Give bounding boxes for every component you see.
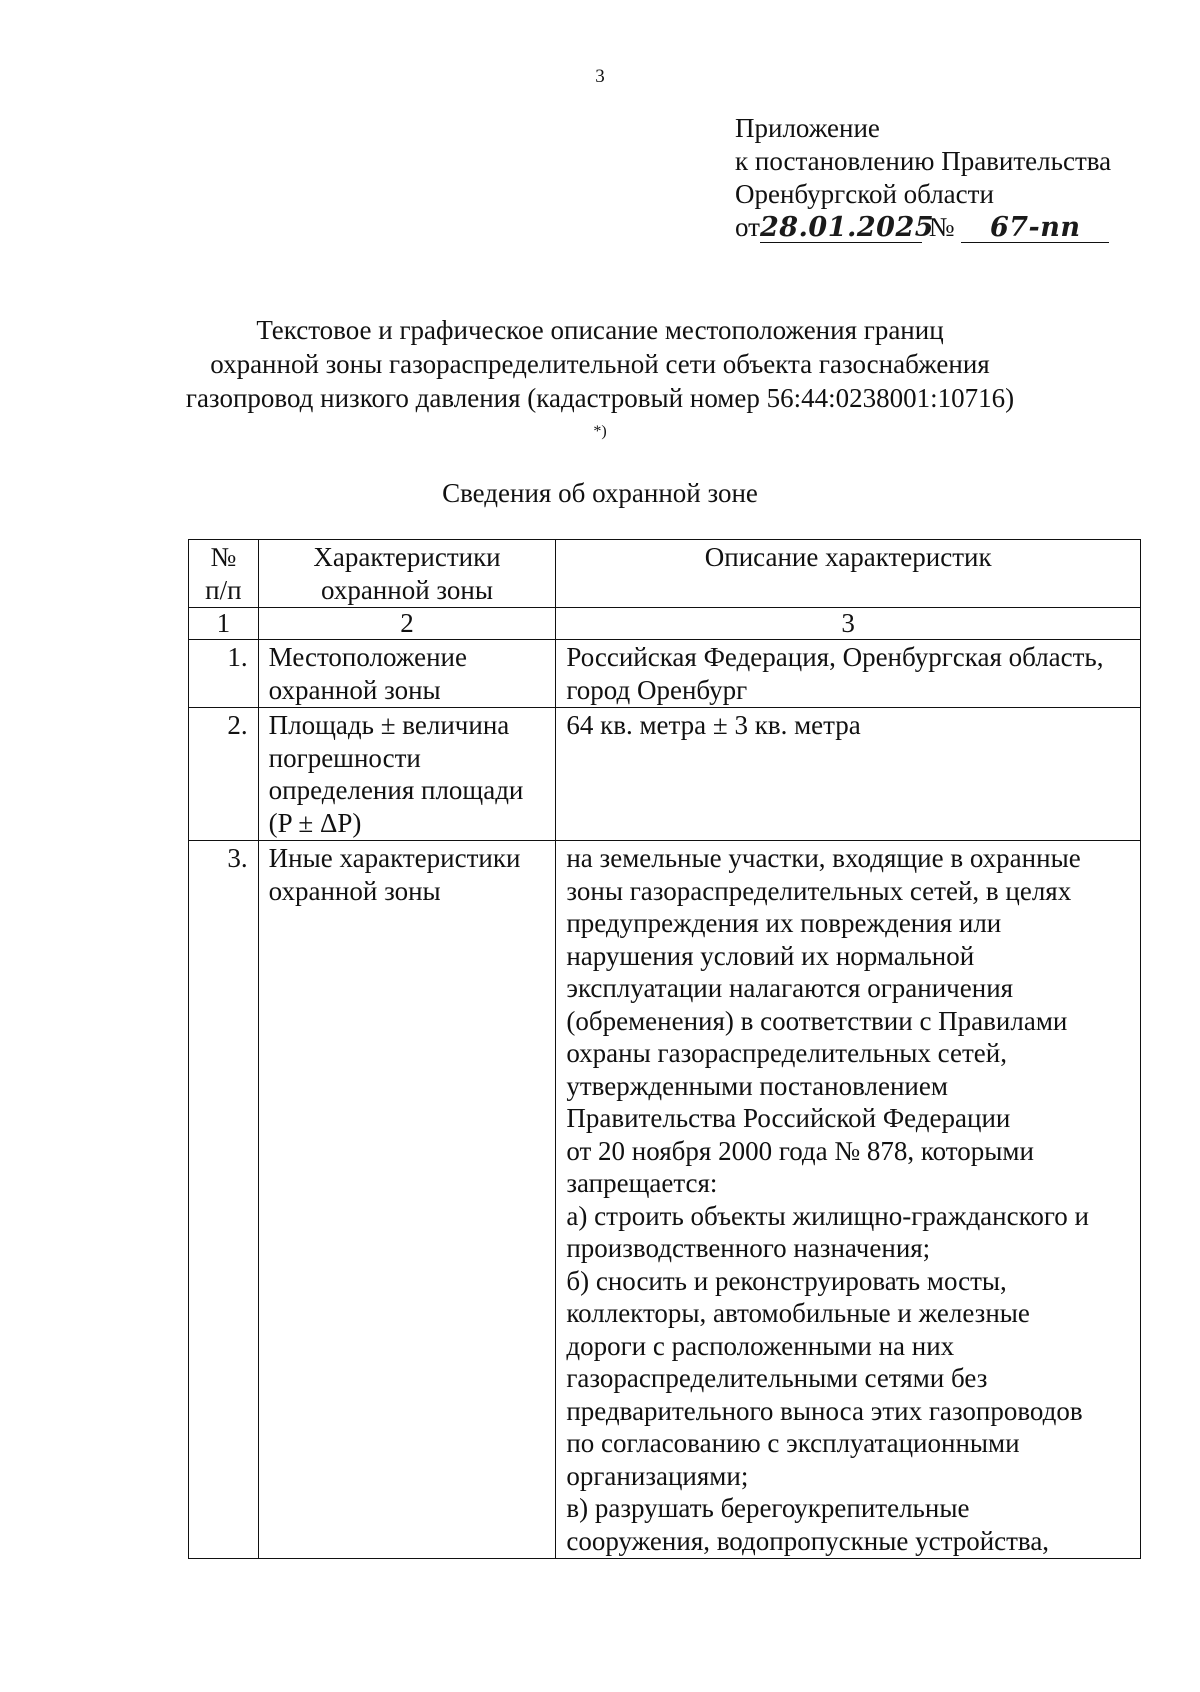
row-description xyxy=(556,841,1141,1559)
document-title xyxy=(0,313,1200,454)
cell-line: зоны газораспределительных сетей, в целях xyxy=(566,875,1072,906)
cell-line: Правительства Российской Федерации xyxy=(566,1103,1011,1133)
title-line-2: охранной зоны газораспределительной сети объекта газоснабжения xyxy=(210,349,990,379)
table-header-row xyxy=(189,540,1141,608)
cell-line: производственного назначения; xyxy=(566,1233,931,1263)
header-number-line-2: п/п xyxy=(205,574,242,605)
cell-line: на земельные участки, входящие в охранные xyxy=(566,843,1081,873)
title-line-3 xyxy=(0,381,1200,454)
header-number xyxy=(189,540,259,608)
handwritten-date: 28.01.2025 xyxy=(759,212,935,243)
cell-line: охранной зоны xyxy=(268,674,441,705)
header-number-line-1: № xyxy=(210,542,237,572)
table-row xyxy=(189,708,1141,841)
column-number-3: 3 xyxy=(556,608,1141,640)
title-line-3-text: газопровод низкого давления (кадастровый номер 56:44:0238001:10716) xyxy=(185,383,1015,413)
cell-line: по согласованию с эксплуатационными xyxy=(566,1428,1020,1458)
cell-line: 64 кв. метра ± 3 кв. метра xyxy=(566,710,861,740)
cell-line: (обременения) в соответствии с Правилами xyxy=(566,1005,1068,1036)
title-line-1: Текстовое и графическое описание местоположения границ xyxy=(256,315,944,345)
column-number-row xyxy=(189,608,1141,640)
footnote-mark: *) xyxy=(593,423,607,440)
header-characteristics xyxy=(258,540,556,608)
appendix-date-line xyxy=(735,211,1111,244)
row-number: 2. xyxy=(189,708,259,841)
cell-line: дороги с расположенными на них xyxy=(566,1330,955,1361)
cell-line: в) разрушать берегоукрепительные xyxy=(566,1493,970,1523)
cell-line: нарушения условий их нормальной xyxy=(566,940,975,971)
cell-line: Площадь ± величина xyxy=(268,710,510,740)
cell-line: охраны газораспределительных сетей, xyxy=(566,1038,1007,1068)
row-number: 1. xyxy=(189,640,259,708)
cell-line: определения площади xyxy=(268,775,524,805)
cell-line: эксплуатации налагаются ограничения xyxy=(566,973,1014,1003)
cell-line: погрешности xyxy=(268,742,421,773)
cell-line: предварительного выноса этих газопроводов xyxy=(566,1395,1083,1426)
table-row xyxy=(189,640,1141,708)
table-row xyxy=(189,841,1141,1559)
appendix-line-2: к постановлению Правительства xyxy=(735,146,1112,176)
row-characteristic xyxy=(258,640,556,708)
cell-line: Местоположение xyxy=(268,642,467,672)
cell-line: коллекторы, автомобильные и железные xyxy=(566,1298,1030,1328)
cell-line: Российская Федерация, Оренбургская область, xyxy=(566,642,1104,672)
row-description xyxy=(556,708,1141,841)
zone-table xyxy=(188,539,1141,1559)
appendix-line-3: Оренбургской области xyxy=(735,179,994,209)
cell-line: охранной зоны xyxy=(268,875,441,906)
page-number: 3 xyxy=(595,66,605,87)
handwritten-number: 67-пп xyxy=(961,214,1109,243)
row-characteristic xyxy=(258,708,556,841)
cell-line: а) строить объекты жилищно-гражданского и xyxy=(566,1200,1089,1231)
row-description xyxy=(556,640,1141,708)
cell-line: сооружения, водопропускные устройства, xyxy=(566,1525,1050,1556)
column-number-1: 1 xyxy=(189,608,259,640)
cell-line: б) сносить и реконструировать мосты, xyxy=(566,1265,1007,1296)
cell-line: утвержденными постановлением xyxy=(566,1070,948,1101)
header-description: Описание характеристик xyxy=(556,540,1141,608)
cell-line: от 20 ноября 2000 года № 878, которыми xyxy=(566,1135,1034,1166)
cell-line: предупреждения их повреждения или xyxy=(566,908,1002,938)
section-title: Сведения об охранной зоне xyxy=(442,478,758,508)
cell-line: Иные характеристики xyxy=(268,843,521,873)
appendix-line-1: Приложение xyxy=(735,113,880,143)
cell-line: (P ± ΔP) xyxy=(268,807,362,838)
cell-line: организациями; xyxy=(566,1460,749,1491)
header-characteristics-line-2: охранной зоны xyxy=(321,574,494,605)
column-number-2: 2 xyxy=(258,608,556,640)
cell-line: газораспределительными сетями без xyxy=(566,1363,988,1393)
header-characteristics-line-1: Характеристики xyxy=(313,542,501,572)
cell-line: город Оренбург xyxy=(566,674,748,705)
row-number: 3. xyxy=(189,841,259,1559)
cell-line: запрещается: xyxy=(566,1168,718,1198)
number-prefix: № xyxy=(928,212,955,242)
row-characteristic xyxy=(258,841,556,1559)
date-prefix: от xyxy=(735,212,760,242)
appendix-block xyxy=(735,112,1111,244)
